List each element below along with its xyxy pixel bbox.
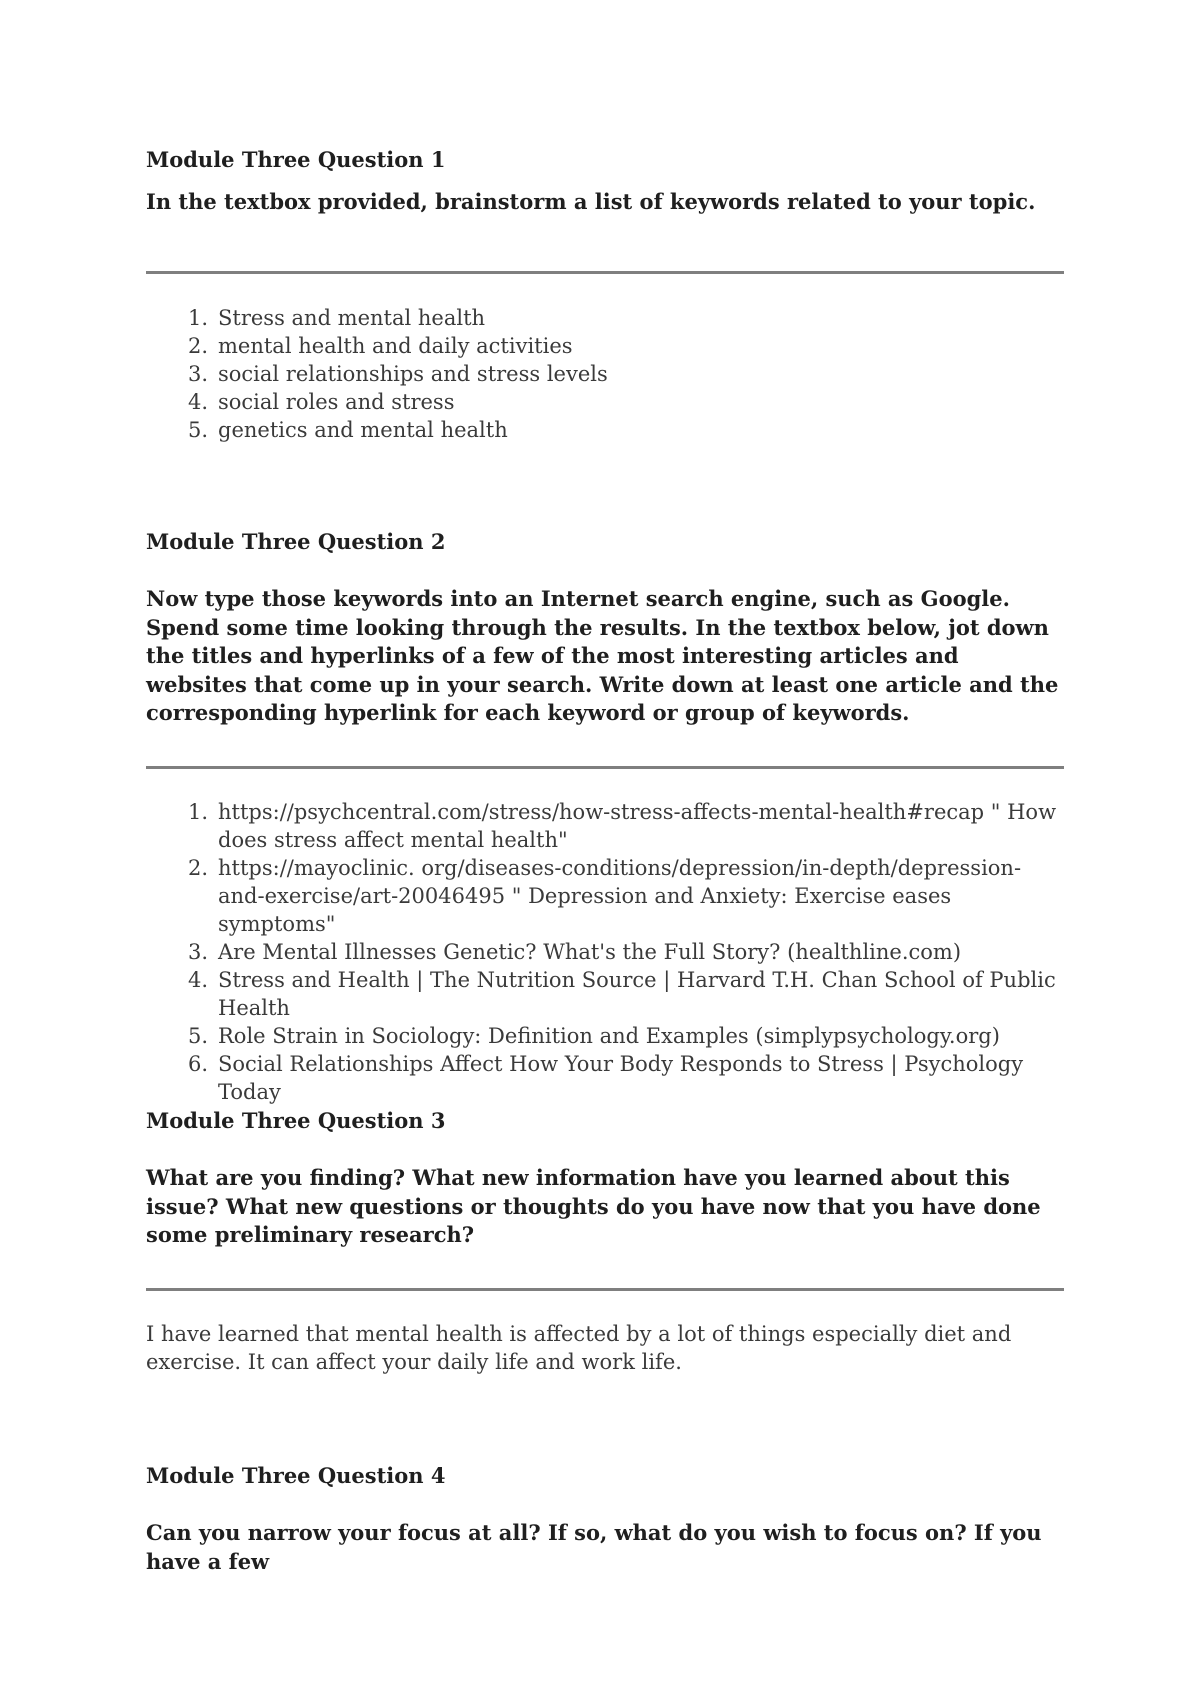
list-item-number: 4. <box>188 390 209 414</box>
list-item-link[interactable]: Role Strain in Sociology: Definition and Examples (simplypsychology.org) <box>218 1024 1000 1048</box>
list-item <box>146 304 1064 332</box>
question-4-prompt: Can you narrow your focus at all? If so, what do you wish to focus on? If you have a few <box>146 1520 1042 1574</box>
list-item[interactable] <box>146 938 1064 966</box>
question-3-prompt: What are you finding? What new information have you learned about this issue? What new questions or thoughts do you have now that you have done some preliminary research? <box>146 1165 1041 1247</box>
question-2-answer-list <box>146 798 1064 1106</box>
question-3-heading: Module Three Question 3 <box>146 1108 446 1133</box>
list-item[interactable] <box>146 1050 1064 1106</box>
list-item <box>146 416 1064 444</box>
list-item <box>146 360 1064 388</box>
list-item-link[interactable]: https://psychcentral.com/stress/how-stress-affects-mental-health#recap " How does stress affect mental health" <box>218 800 1057 852</box>
list-item-link[interactable]: https://mayoclinic. org/diseases-conditions/depression/in-depth/depression-and-exercise/art-20046495 " Depression and Anxiety: Exercise eases symptoms" <box>218 856 1022 936</box>
list-item-link[interactable]: Are Mental Illnesses Genetic? What's the Full Story? (healthline.com) <box>218 940 962 964</box>
list-item[interactable] <box>146 854 1064 938</box>
question-1-heading: Module Three Question 1 <box>146 147 446 172</box>
list-item <box>146 332 1064 360</box>
list-item[interactable] <box>146 1022 1064 1050</box>
list-item[interactable] <box>146 966 1064 1022</box>
list-item-number: 2. <box>188 334 209 358</box>
list-item <box>146 388 1064 416</box>
question-3-divider <box>146 1288 1064 1291</box>
question-2-prompt: Now type those keywords into an Internet search engine, such as Google. Spend some time looking through the results. In the textbox below, jot down the titles and hyperlinks of a few of the most interesting articles and websites that come up in your search. Write down at least one article and the corresponding hyperlink for each keyword or group of keywords. <box>146 586 1059 725</box>
list-item-text: social relationships and stress levels <box>218 362 608 386</box>
list-item-text: Stress and mental health <box>218 306 486 330</box>
list-item-number: 6. <box>188 1052 209 1076</box>
question-3-answer: I have learned that mental health is affected by a lot of things especially diet and exercise. It can affect your daily life and work life. <box>146 1322 1012 1374</box>
question-1-divider <box>146 271 1064 274</box>
question-2-heading: Module Three Question 2 <box>146 529 446 554</box>
list-item-number: 1. <box>188 800 209 824</box>
list-item-text: social roles and stress <box>218 390 455 414</box>
list-item-number: 1. <box>188 306 209 330</box>
question-1-prompt: In the textbox provided, brainstorm a list of keywords related to your topic. <box>146 189 1036 214</box>
list-item-number: 5. <box>188 418 209 442</box>
list-item-text: mental health and daily activities <box>218 334 573 358</box>
list-item-number: 4. <box>188 968 209 992</box>
list-item-text: genetics and mental health <box>218 418 508 442</box>
list-item-number: 2. <box>188 856 209 880</box>
list-item-number: 3. <box>188 362 209 386</box>
question-2-divider <box>146 766 1064 769</box>
question-4-heading: Module Three Question 4 <box>146 1463 446 1488</box>
question-1-answer-list <box>146 304 1064 444</box>
list-item-link[interactable]: Stress and Health | The Nutrition Source | Harvard T.H. Chan School of Public Health <box>218 968 1056 1020</box>
list-item-number: 3. <box>188 940 209 964</box>
list-item-number: 5. <box>188 1024 209 1048</box>
list-item[interactable] <box>146 798 1064 854</box>
list-item-link[interactable]: Social Relationships Affect How Your Body Responds to Stress | Psychology Today <box>218 1052 1024 1104</box>
